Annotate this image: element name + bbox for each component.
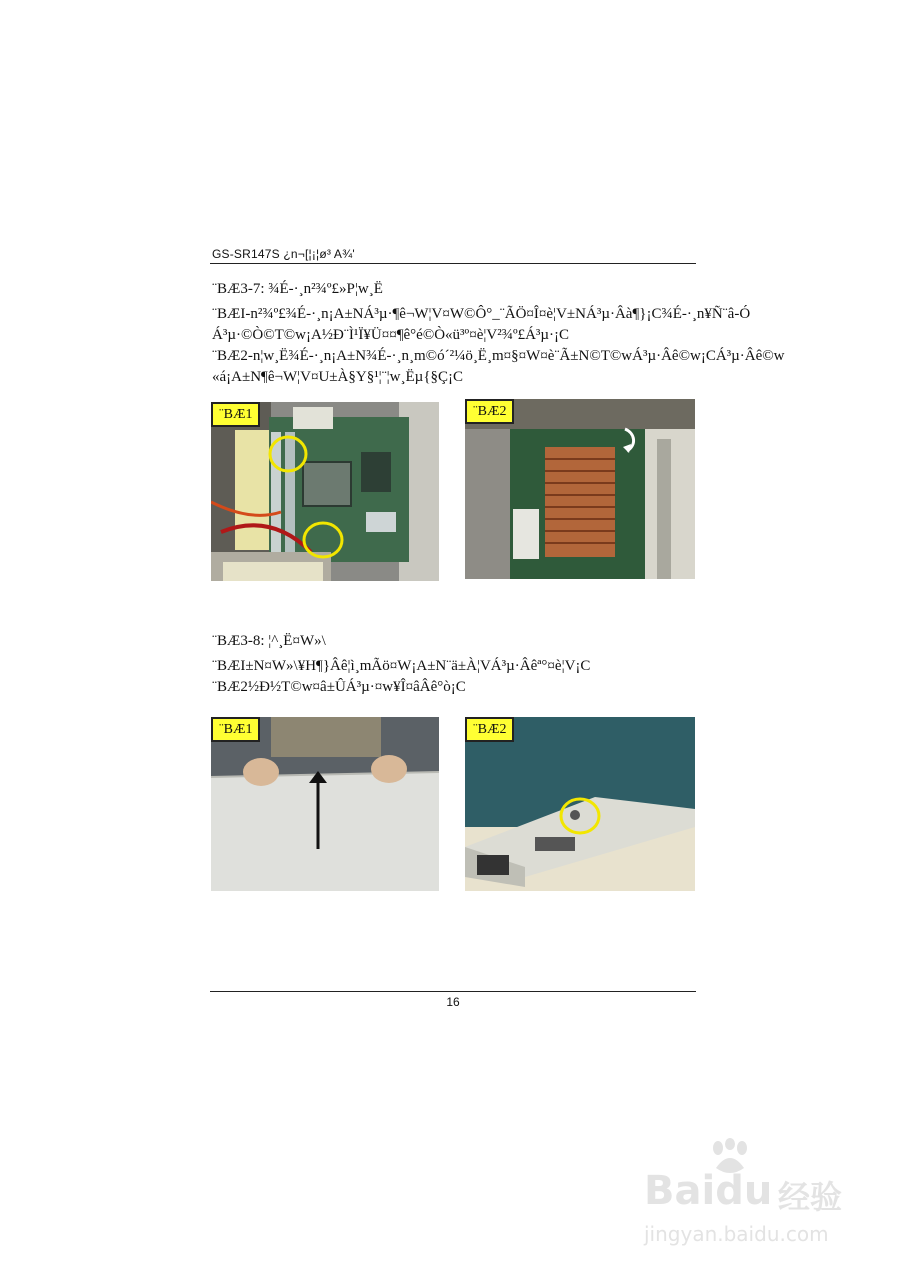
watermark-brand-right: du: [715, 1168, 773, 1214]
photo-label-step-2: ¨BÆ2: [465, 717, 514, 742]
step-3-8-text-line-1: ¨BÆI±N¤W»\¥H¶}Âê¦ì¸mÃö¤W¡A±N¨ä±À¦VÁ³µ·Âêª°¤è¦V¡C: [212, 658, 591, 674]
chassis-photo-illustration: [465, 717, 695, 891]
photo-label-step-1: ¨BÆ1: [211, 717, 260, 742]
step-3-7-heading: ¨BÆ3-7: ¾É-·¸n²¾º£»P¦w¸Ë: [212, 281, 383, 297]
footer-divider: [210, 991, 696, 992]
watermark-brand-cn: 经验: [778, 1178, 843, 1216]
step-3-8-heading: ¨BÆ3-8: ¦^¸Ë¤W»\: [212, 633, 326, 649]
heatsink-photo-illustration: [465, 399, 695, 579]
photo-step-3-7-2-heatsink: [465, 399, 695, 579]
step-3-7-text-line-1: ¨BÆI-n²¾º£¾É-·¸n¡A±NÁ³µ·¶ê¬W¦V¤W©Ô°_¨ÃÖ¤Î¤è¦V±NÁ³µ·Âà¶}¡C¾É-·¸n¥Ñ¨â-Ó: [212, 306, 751, 322]
step-3-8-text-line-2: ¨BÆ2½Ð½T©w¤â±ÛÁ³µ·¤w¥Î¤âÂê°ò¡C: [212, 679, 466, 695]
step-3-7-text-line-4: «á¡A±N¶ê¬W¦V¤U±À§Y§¹¦¨¦w¸Ëµ{§Ç¡C: [212, 369, 464, 385]
step-3-7-text-line-3: ¨BÆ2-n¦w¸Ë¾É-·¸n¡A±N¾É-·¸n¸m©ó´²¼ö¸Ë¸m¤§¤W¤è¨Ã±N©T©wÁ³µ·Âê©w¡CÁ³µ·Âê©w: [212, 348, 785, 364]
photo-label-step-2: ¨BÆ2: [465, 399, 514, 424]
cover-photo-illustration: [211, 717, 439, 891]
baidu-jingyan-watermark: [630, 1160, 900, 1260]
photo-step-3-8-1-slide-cover: [211, 717, 439, 891]
document-header-title: GS-SR147S ¿n¬[¦¡¦ø³ A¾': [212, 247, 355, 261]
page-number: 16: [446, 995, 460, 1009]
highlight-circle-bottom: [304, 523, 342, 557]
header-divider: [210, 263, 696, 264]
photo-step-3-8-2-lock-screw: [465, 717, 695, 891]
watermark-brand-left: Bai: [644, 1168, 716, 1214]
highlight-circle-top: [270, 437, 306, 471]
step-3-7-text-line-2: Á³µ·©Ò©T©w¡A½Ð¨Ì¹Ï¥Ü¤¤¶ê°é©Ò«ü³º¤è¦V²¾º£Á³µ·¡C: [212, 327, 570, 343]
photo-step-3-7-1-motherboard: [211, 402, 439, 581]
photo-label-step-1: ¨BÆ1: [211, 402, 260, 427]
watermark-url: jingyan.baidu.com: [644, 1222, 829, 1246]
